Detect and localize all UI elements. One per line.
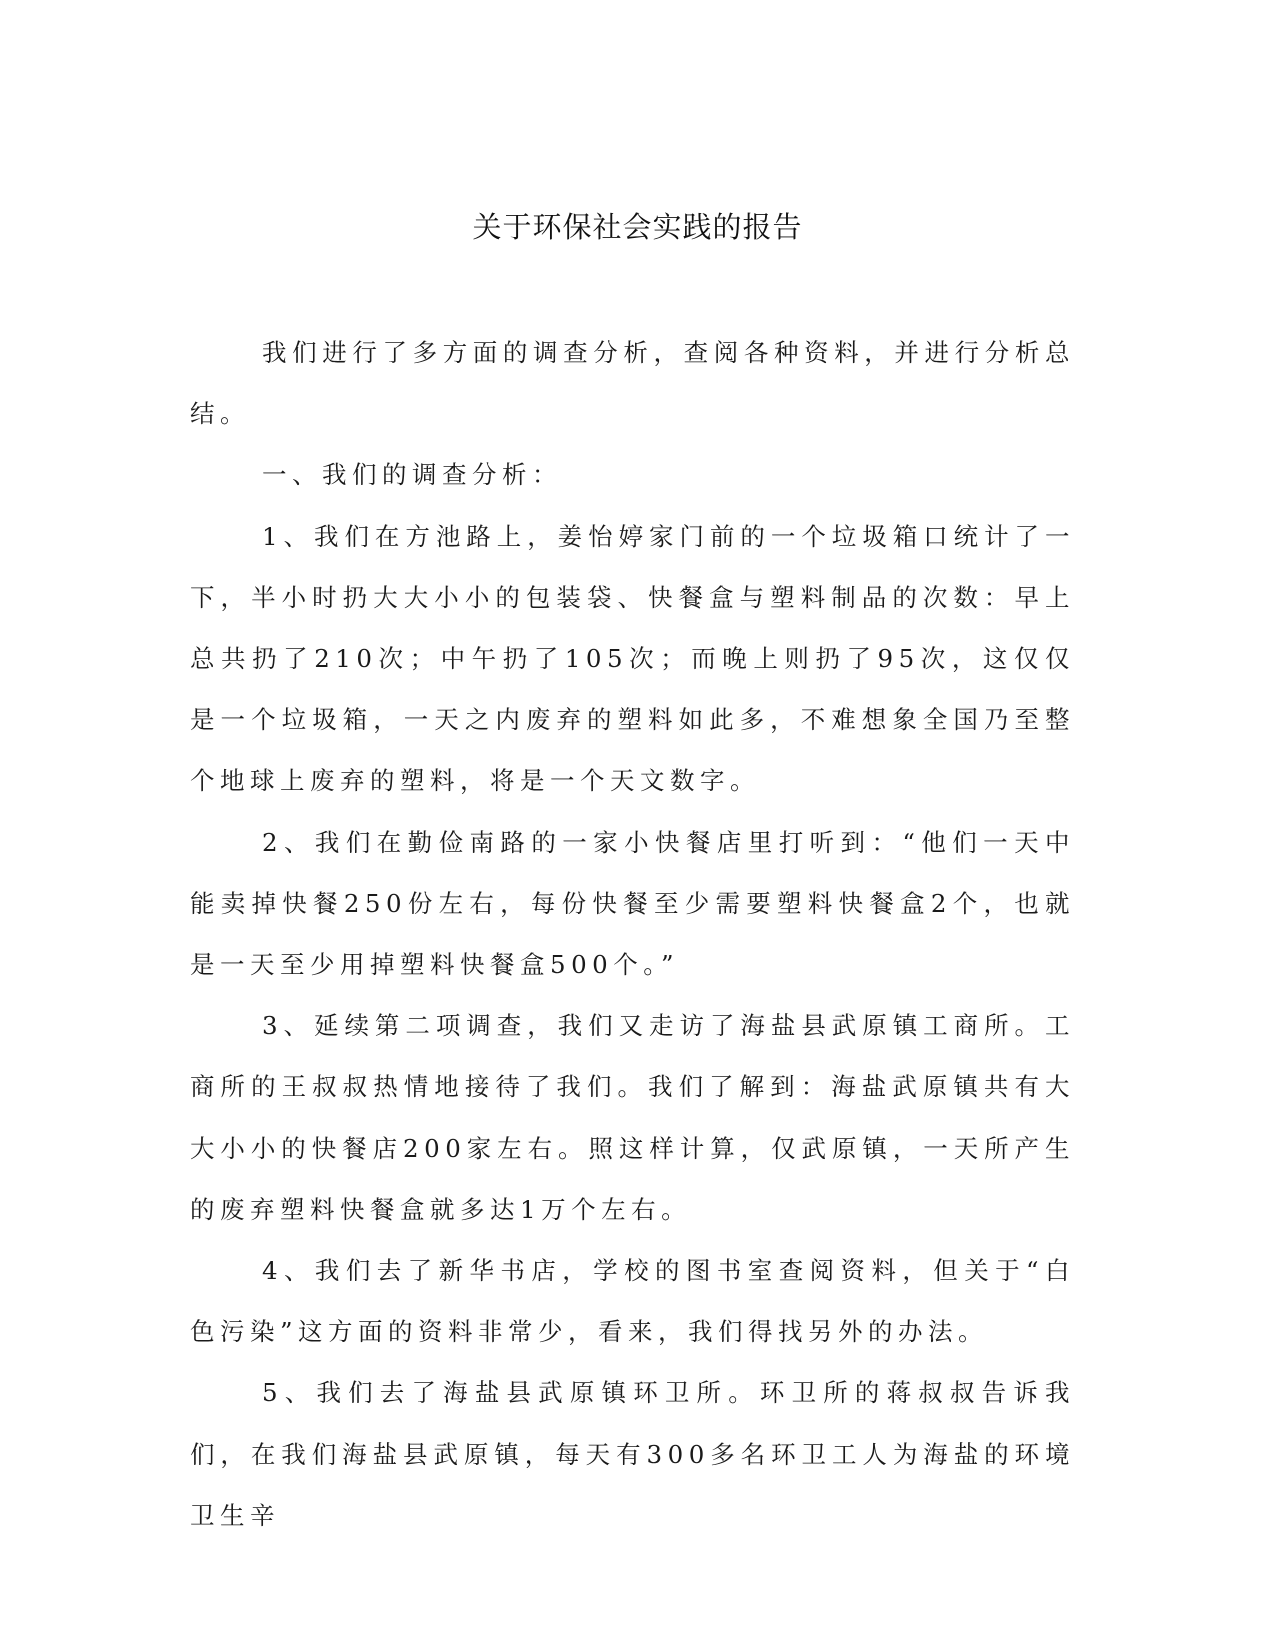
- document-title: 关于环保社会实践的报告: [472, 210, 803, 244]
- paragraph-intro: 我们进行了多方面的调查分析，查阅各种资料，并进行分析总结。: [190, 338, 1075, 429]
- paragraph-item-3: 3、延续第二项调查，我们又走访了海盐县武原镇工商所。工商所的王叔叔热情地接待了我们。我们了解到：海盐武原镇共有大大小小的快餐店200家左右。照这样计算，仅武原镇，一天所产生的废弃塑料快餐盒就多达1万个左右。: [190, 1011, 1075, 1224]
- paragraph-item-2: 2、我们在勤俭南路的一家小快餐店里打听到：“他们一天中能卖掉快餐250份左右，每份快餐至少需要塑料快餐盒2个，也就是一天至少用掉塑料快餐盒500个。”: [190, 827, 1075, 980]
- document-body: [190, 322, 1075, 1546]
- section-heading: 一、我们的调查分析：: [262, 460, 562, 490]
- paragraph-item-4: 4、我们去了新华书店，学校的图书室查阅资料，但关于“白色污染”这方面的资料非常少，看来，我们得找另外的办法。: [190, 1256, 1075, 1347]
- paragraph-item-1: 1、我们在方池路上，姜怡婷家门前的一个垃圾箱口统计了一下，半小时扔大大小小的包装袋、快餐盒与塑料制品的次数：早上总共扔了210次；中午扔了105次；而晚上则扔了95次，这仅仅是一个垃圾箱，一天之内废弃的塑料如此多，不难想象全国乃至整个地球上废弃的塑料，将是一个天文数字。: [190, 521, 1075, 796]
- paragraph-item-5: 5、我们去了海盐县武原镇环卫所。环卫所的蒋叔叔告诉我们，在我们海盐县武原镇，每天有300多名环卫工人为海盐的环境卫生辛: [190, 1378, 1075, 1530]
